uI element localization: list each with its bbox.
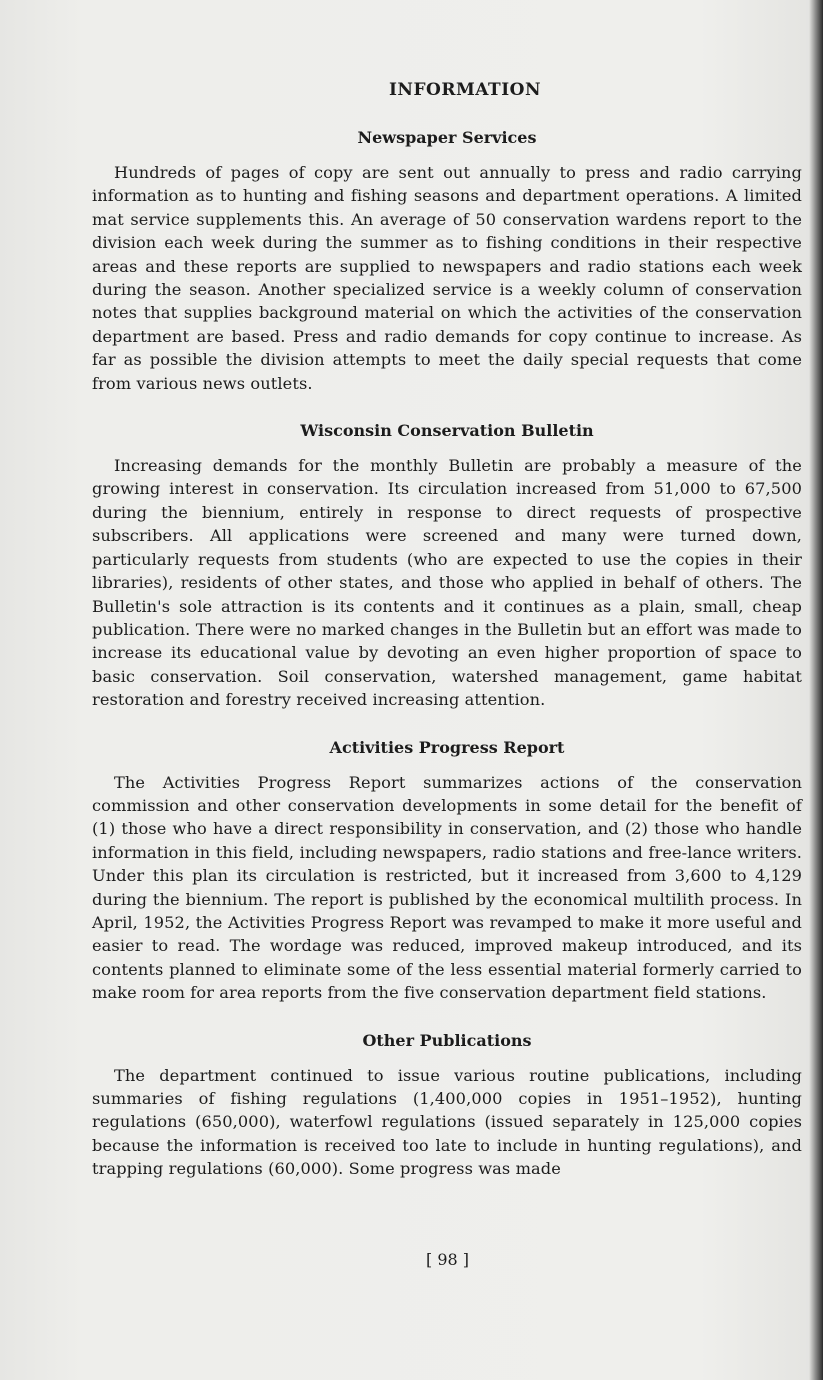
section-newspaper-services bbox=[92, 128, 802, 395]
page-number: [ 98 ] bbox=[425, 1250, 469, 1269]
section-heading: Other Publications bbox=[362, 1030, 532, 1050]
section-heading: Newspaper Services bbox=[357, 128, 537, 147]
section-heading: Activities Progress Report bbox=[329, 737, 565, 757]
page-content bbox=[92, 80, 802, 1207]
section-paragraph: The Activities Progress Report summarizes actions of the conservation commission and other conservation developments in some detail for the benefit of (1) those who have a direct responsibility in conservation, and (2) those who handle information in this field, including newspapers, radio stations and free-lance writers. Under this plan its circulation is restricted, but it increased from 3,600 to 4,129 during the biennium. The report is published by the economical multilith process. In April, 1952, the Activities Progress Report was revamped to make it more useful and easier to read. The wordage was reduced, improved makeup introduced, and its contents planned to eliminate some of the less essential material formerly carried to make room for area reports from the five conservation department field stations. bbox=[92, 772, 802, 1003]
section-activities-progress-report bbox=[92, 738, 802, 1005]
section-other-publications bbox=[92, 1031, 802, 1181]
section-paragraph: Hundreds of pages of copy are sent out annually to press and radio carrying information as to hunting and fishing seasons and department operations. A limited mat service supplements this. An average of 50 conservation wardens report to the division each week during the summer as to fishing conditions in their respective areas and these reports are supplied to newspapers and radio stations each week during the season. Another specialized service is a weekly column of conservation notes that supplies background material on which the activities of the conservation department are based. Press and radio demands for copy continue to increase. As far as possible the division attempts to meet the daily special requests that come from various news outlets. bbox=[92, 163, 802, 393]
page-edge-shadow bbox=[809, 0, 823, 1380]
section-paragraph: Increasing demands for the monthly Bulletin are probably a measure of the growing interest in conservation. Its circulation increased from 51,000 to 67,500 during the biennium, entirely in response to direct requests of prospective subscribers. All applications were screened and many were turned down, particularly requests from students (who are expected to use the copies in their libraries), residents of other states, and those who applied in behalf of others. The Bulletin's sole attraction is its contents and it continues as a plain, small, cheap publication. There were no marked changes in the Bulletin but an effort was made to increase its educational value by devoting an even higher proportion of space to basic conservation. Soil conservation, watershed management, game habitat restoration and forestry received increasing attention. bbox=[92, 456, 802, 710]
section-heading: Wisconsin Conservation Bulletin bbox=[300, 421, 594, 441]
section-wisconsin-conservation-bulletin bbox=[92, 421, 802, 711]
page-title: INFORMATION bbox=[388, 80, 542, 100]
section-paragraph: The department continued to issue various routine publications, including summaries of fishing regulations (1,400,000 copies in 1951–1952), hunting regulations (650,000), waterfowl regulations (issued separately in 125,000 copies because the information is received too late to include in hunting regulations), and trapping regulations (60,000). Some progress was made bbox=[92, 1065, 802, 1179]
